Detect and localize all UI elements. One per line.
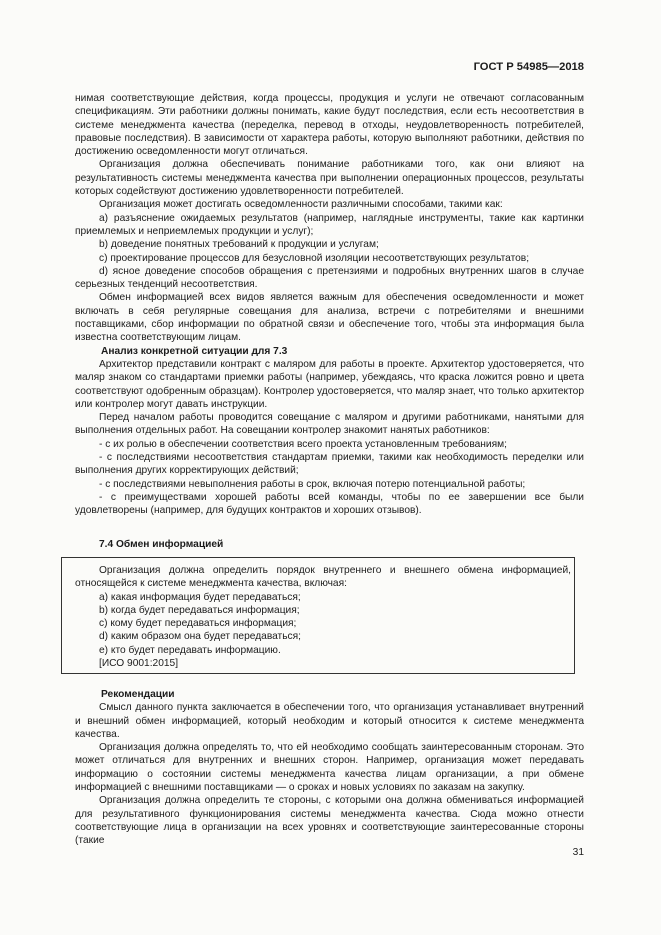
list-item: - с их ролью в обеспечении соответствия всего проекта установленным требованиям; — [99, 438, 507, 450]
requirement-box — [61, 557, 575, 674]
list-item: d) ясное доведение способов обращения с претензиями и подробных внутренних шагов в случае серьезных тенденций несоответствия. — [75, 265, 584, 291]
paragraph: нимая соответствующие действия, когда процессы, продукция и услуги не отвечают согласованным спецификациям. Эти работники должны понимать, какие будут последствия, если есть несоответствия в системе менеджмента качества (переделка, перевод в отходы, неудовлетворенность потребителей, правовые последствия). В зависимости от характера работы, которую выполняют работники, действия по достижению осведомленности могут отличаться. — [75, 93, 584, 158]
paragraph: Архитектор представили контракт с маляром для работы в проекте. Архитектор удостоверяется, что маляр знаком со стандартами приемки работы (например, убеждаясь, что краска ложится ровно и цвета соответствуют одобренным образцам). Контролер удостоверяется, что маляр знает, что только архитектор или контролер могут давать инструкции. — [75, 358, 584, 410]
document-header: ГОСТ Р 54985—2018 — [473, 61, 584, 73]
list-item: a) разъяснение ожидаемых результатов (например, наглядные инструменты, такие как картинки приемлемых и неприемлемых продукции и услуг); — [75, 212, 584, 237]
paragraph: Организация должна обеспечивать понимание работниками того, как они влияют на результативность системы менеджмента качества при выполнении операционных процессов, результаты которых содействуют достижению удовлетворенности потребителей. — [75, 159, 584, 198]
paragraph: Перед началом работы проводится совещание с маляром и другими работниками, нанятыми для выполнения отдельных работ. На совещании контролер знакомит нанятых работников: — [75, 412, 584, 437]
list-item: - с последствиями несоответствия стандартам приемки, такими как необходимость переделки или выполнения других корректирующих действий; — [75, 452, 584, 477]
box-item: d) каким образом она будет передаваться; — [99, 631, 301, 643]
paragraph: Смысл данного пункта заключается в обеспечении того, что организация устанавливает внутренний и внешний обмен информацией, который необходим и который относится к системе менеджмента качества. — [75, 702, 584, 740]
section-heading-wrap — [75, 538, 584, 551]
list-item: - с преимуществами хорошей работы всей команды, чтобы по ее завершении все были удовлетворены (например, для будущих контрактов и хороших отзывов). — [75, 491, 584, 517]
paragraph: Обмен информацией всех видов является важным для обеспечения осведомленности и может включать в себя регулярные совещания для анализа, встречи с потребителями и внешними поставщиками, сбор информации по обратной связи и обеспечение того, чтобы эта информация была известна соответствующим лицам. — [75, 292, 584, 344]
recommendations-text — [75, 688, 584, 848]
box-item: b) когда будет передаваться информация; — [99, 604, 300, 616]
paragraph: Организация должна определять то, что ей необходимо сообщать заинтересованным сторонам. Это может отличаться для внутренних и внешних сторон. Например, организация может передавать информацию о состоянии системы менеджмента качества лицам организации, а при обмене информацией с внешними поставщиками — о сроках и новых условиях по заказам на закупку. — [75, 742, 584, 794]
box-reference: [ИСО 9001:2015] — [99, 658, 179, 670]
awareness-text — [75, 92, 584, 518]
box-intro: Организация должна определить порядок внутреннего и внешнего обмена информацией, относящейся к системе менеджмента качества, включая: — [75, 565, 571, 590]
list-item: b) доведение понятных требований к продукции и услугам; — [99, 239, 379, 251]
box-item: c) кому будет передаваться информация; — [99, 618, 297, 630]
box-item: a) какая информация будет передаваться; — [99, 591, 301, 603]
section-heading: 7.4 Обмен информацией — [99, 539, 224, 550]
paragraph: Организация может достигать осведомленности различными способами, такими как: — [99, 199, 503, 211]
box-item: e) кто будет передавать информацию. — [99, 644, 281, 656]
list-item: c) проектирование процессов для безусловной изоляции несоответствующих результатов; — [99, 252, 530, 264]
list-item: - с последствиями невыполнения работы в срок, включая потерю потенциальной работы; — [99, 478, 526, 490]
page-number: 31 — [572, 847, 584, 858]
paragraph: Организация должна определить те стороны, с которыми она должна обмениваться информацией для результативного функционирования системы менеджмента качества. Сюда можно отнести соответствующие лица в организации на всех уровнях и соответствующие заинтересованные стороны (такие — [75, 795, 584, 847]
case-study-title: Анализ конкретной ситуации для 7.3 — [101, 345, 288, 357]
recommendations-title: Рекомендации — [101, 689, 175, 700]
